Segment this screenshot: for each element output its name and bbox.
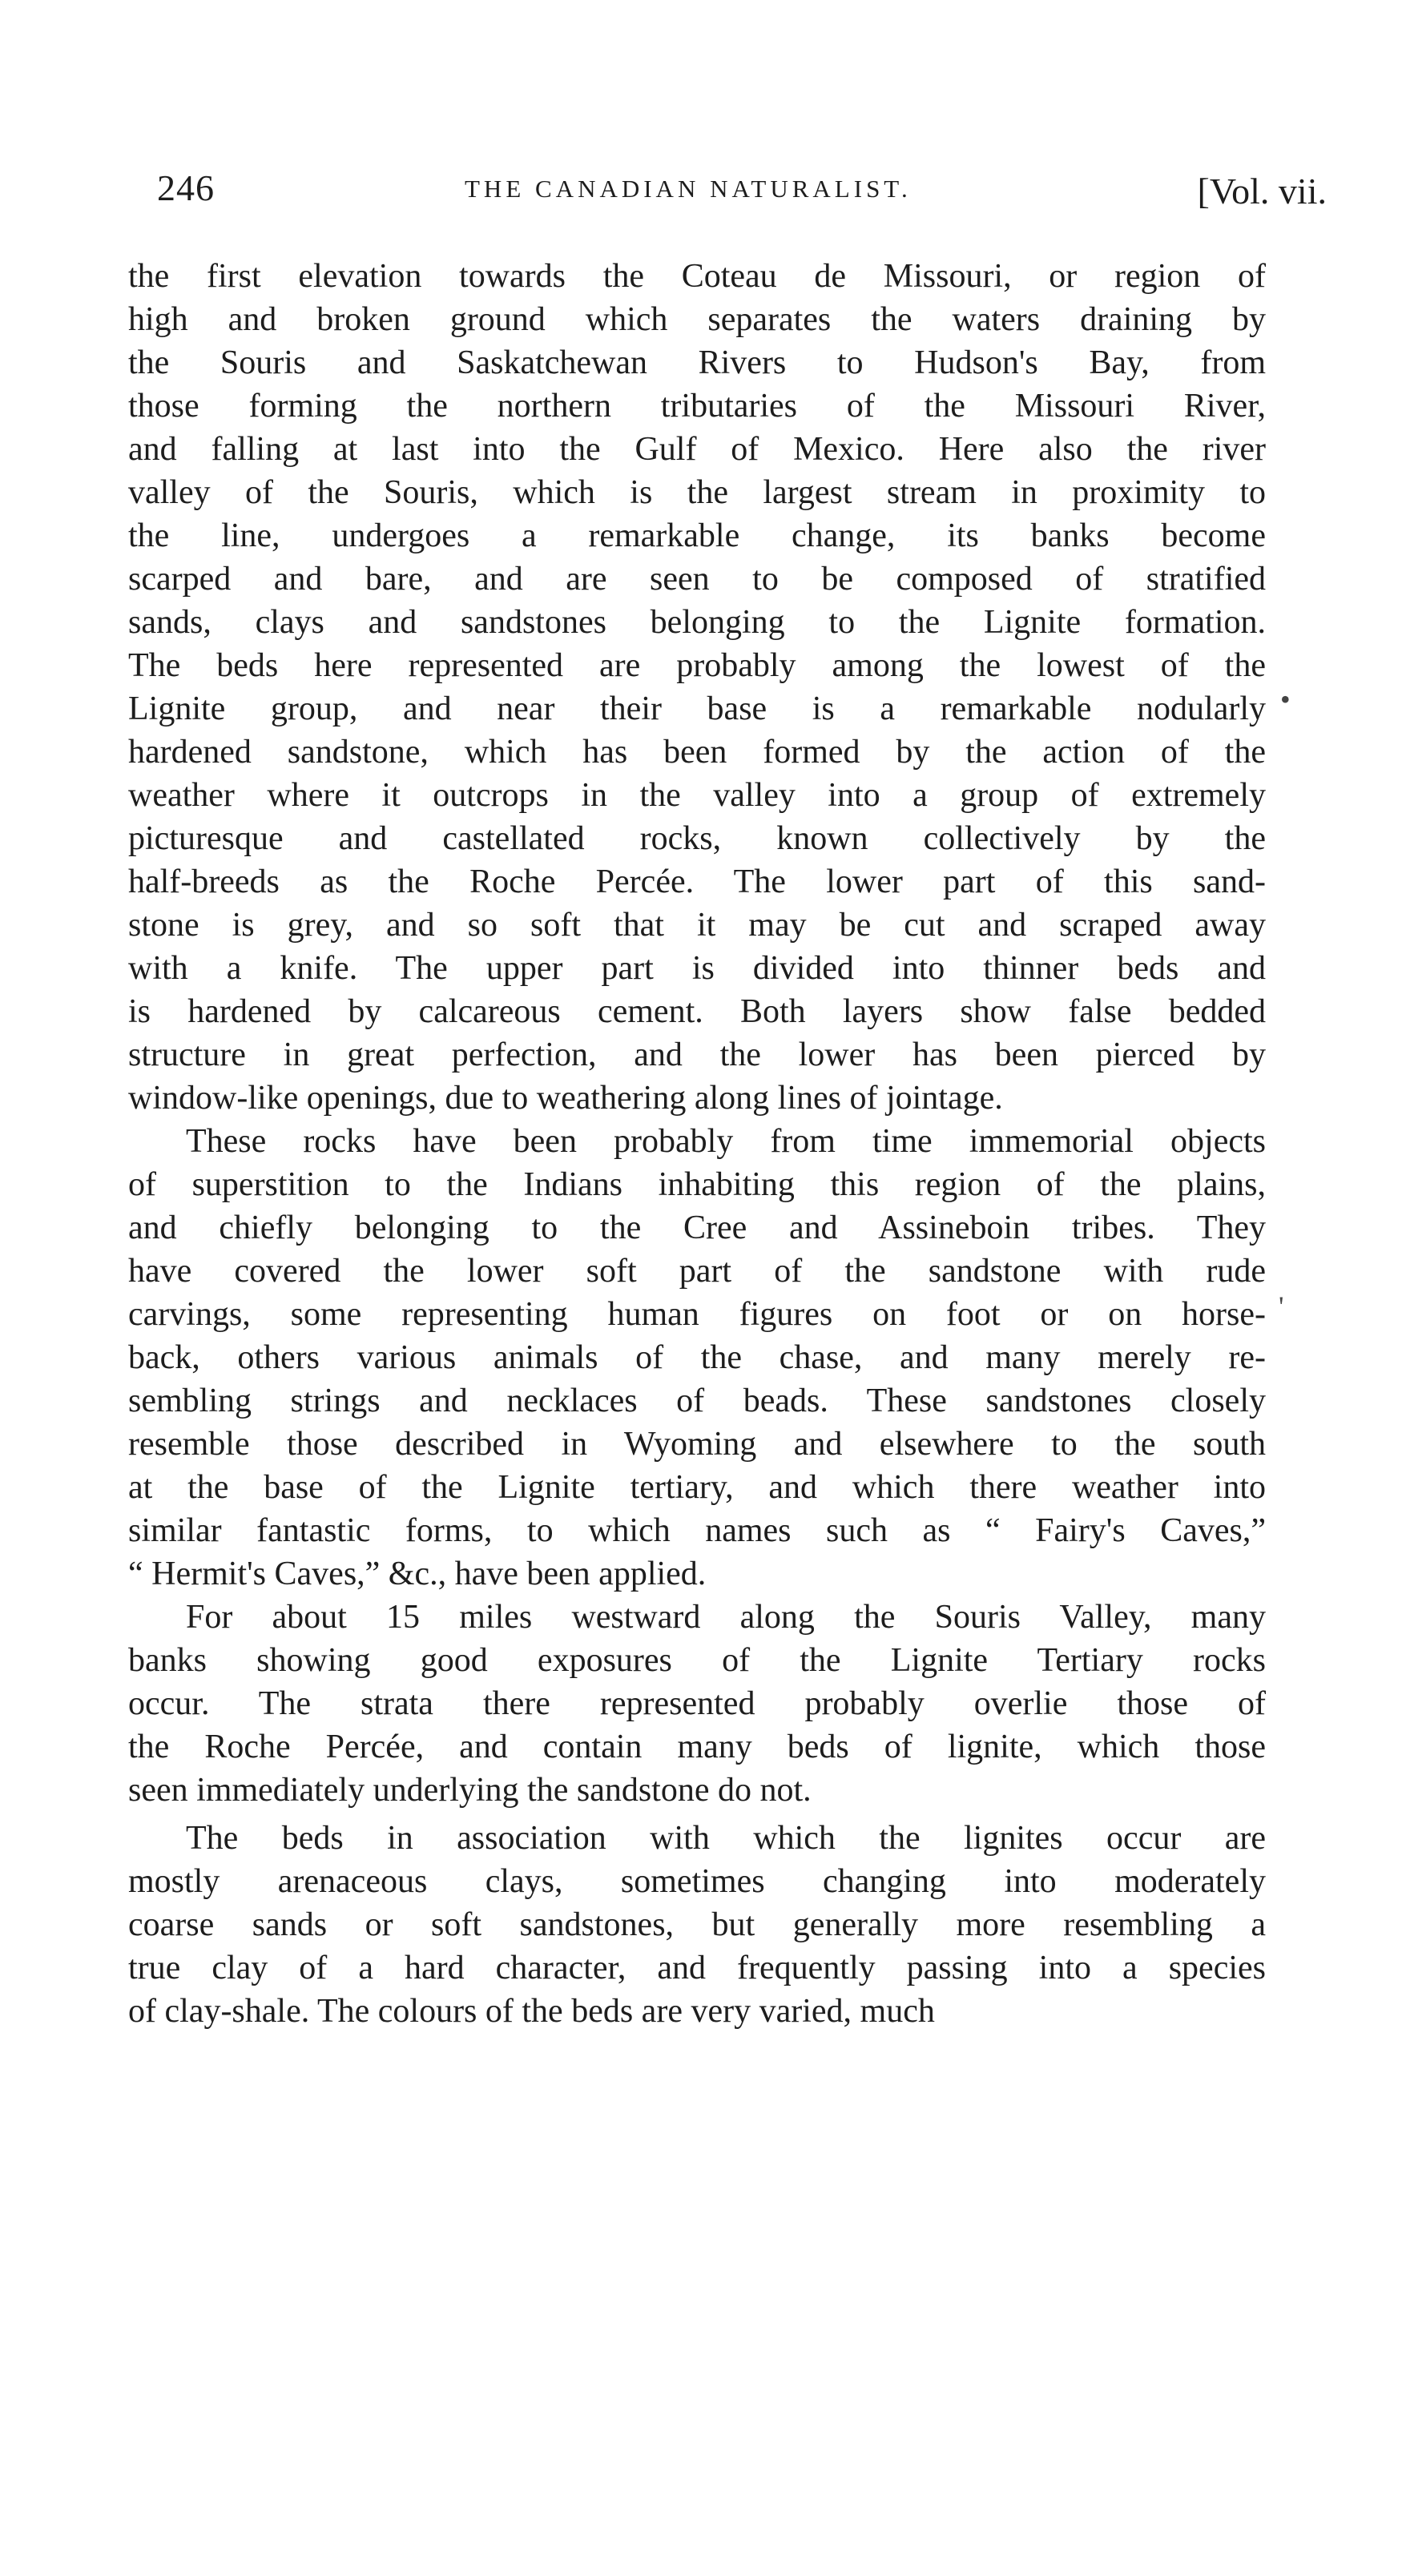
text-line: of superstition to the Indians inhabiting this region of the plains, (128, 1166, 1266, 1203)
text-line: and falling at last into the Gulf of Mexico. Here also the river (128, 431, 1266, 468)
text-line: seen immediately underlying the sandstone do not. (128, 1772, 812, 1809)
text-line: high and broken ground which separates the waters draining by (128, 301, 1266, 338)
running-title: THE CANADIAN NATURALIST. (465, 175, 912, 203)
text-line: coarse sands or soft sandstones, but generally more resembling a (128, 1906, 1266, 1943)
text-line: stone is grey, and so soft that it may be cut and scraped away (128, 907, 1266, 944)
text-line: at the base of the Lignite tertiary, and which there weather into (128, 1469, 1266, 1506)
body-text (128, 255, 1266, 2033)
text-line: occur. The strata there represented probably overlie those of (128, 1685, 1266, 1722)
text-line: banks showing good exposures of the Lignite Tertiary rocks (128, 1642, 1266, 1679)
text-line: is hardened by calcareous cement. Both layers show false bedded (128, 993, 1266, 1030)
text-line: valley of the Souris, which is the largest stream in proximity to (128, 474, 1266, 511)
text-line: the Souris and Saskatchewan Rivers to Hudson's Bay, from (128, 344, 1266, 381)
text-line: resemble those described in Wyoming and elsewhere to the south (128, 1426, 1266, 1463)
margin-dot-mark: • (1280, 683, 1291, 715)
text-line: have covered the lower soft part of the sandstone with rude (128, 1253, 1266, 1290)
text-line: sembling strings and necklaces of beads. These sandstones closely (128, 1383, 1266, 1419)
text-line: weather where it outcrops in the valley into a group of extremely (128, 777, 1266, 814)
text-line: back, others various animals of the chase, and many merely re- (128, 1339, 1266, 1376)
text-line: the line, undergoes a remarkable change, its banks become (128, 517, 1266, 554)
text-line: the first elevation towards the Coteau de Missouri, or region of (128, 258, 1266, 295)
text-line: “ Hermit's Caves,” &c., have been applied. (128, 1556, 707, 1592)
text-line: scarped and bare, and are seen to be composed of stratified (128, 561, 1266, 598)
text-line: the Roche Percée, and contain many beds of lignite, which those (128, 1729, 1266, 1765)
volume-label: [Vol. vii. (1197, 171, 1327, 211)
text-line: Lignite group, and near their base is a remarkable nodularly (128, 690, 1266, 727)
text-line: picturesque and castellated rocks, known collectively by the (128, 820, 1266, 857)
margin-tick-mark: ' (1279, 1290, 1284, 1322)
text-line: structure in great perfection, and the lower has been pierced by (128, 1036, 1266, 1073)
paragraph-start-line: For about 15 miles westward along the Souris Valley, many (186, 1599, 1266, 1636)
text-line: carvings, some representing human figures on foot or on horse- (128, 1296, 1266, 1333)
text-line: sands, clays and sandstones belonging to the Lignite formation. (128, 604, 1266, 641)
text-line: those forming the northern tributaries of the Missouri River, (128, 388, 1266, 425)
text-line: window-like openings, due to weathering along lines of jointage. (128, 1080, 1003, 1117)
text-line: mostly arenaceous clays, sometimes changing into moderately (128, 1863, 1266, 1900)
text-line: true clay of a hard character, and frequently passing into a species (128, 1950, 1266, 1986)
page-number: 246 (157, 167, 215, 208)
text-line: similar fantastic forms, to which names such as “ Fairy's Caves,” (128, 1512, 1266, 1549)
text-line: half-breeds as the Roche Percée. The lower part of this sand- (128, 863, 1266, 900)
text-line: hardened sandstone, which has been formed by the action of the (128, 734, 1266, 771)
text-line: The beds here represented are probably among the lowest of the (128, 647, 1266, 684)
text-line: with a knife. The upper part is divided into thinner beds and (128, 950, 1266, 987)
paragraph-start-line: These rocks have been probably from time immemorial objects (186, 1123, 1266, 1160)
text-line: and chiefly belonging to the Cree and Assineboin tribes. They (128, 1210, 1266, 1246)
text-line: of clay-shale. The colours of the beds are very varied, much (128, 1993, 935, 2030)
running-header (157, 167, 1327, 223)
paragraph-start-line: The beds in association with which the lignites occur are (186, 1820, 1266, 1857)
